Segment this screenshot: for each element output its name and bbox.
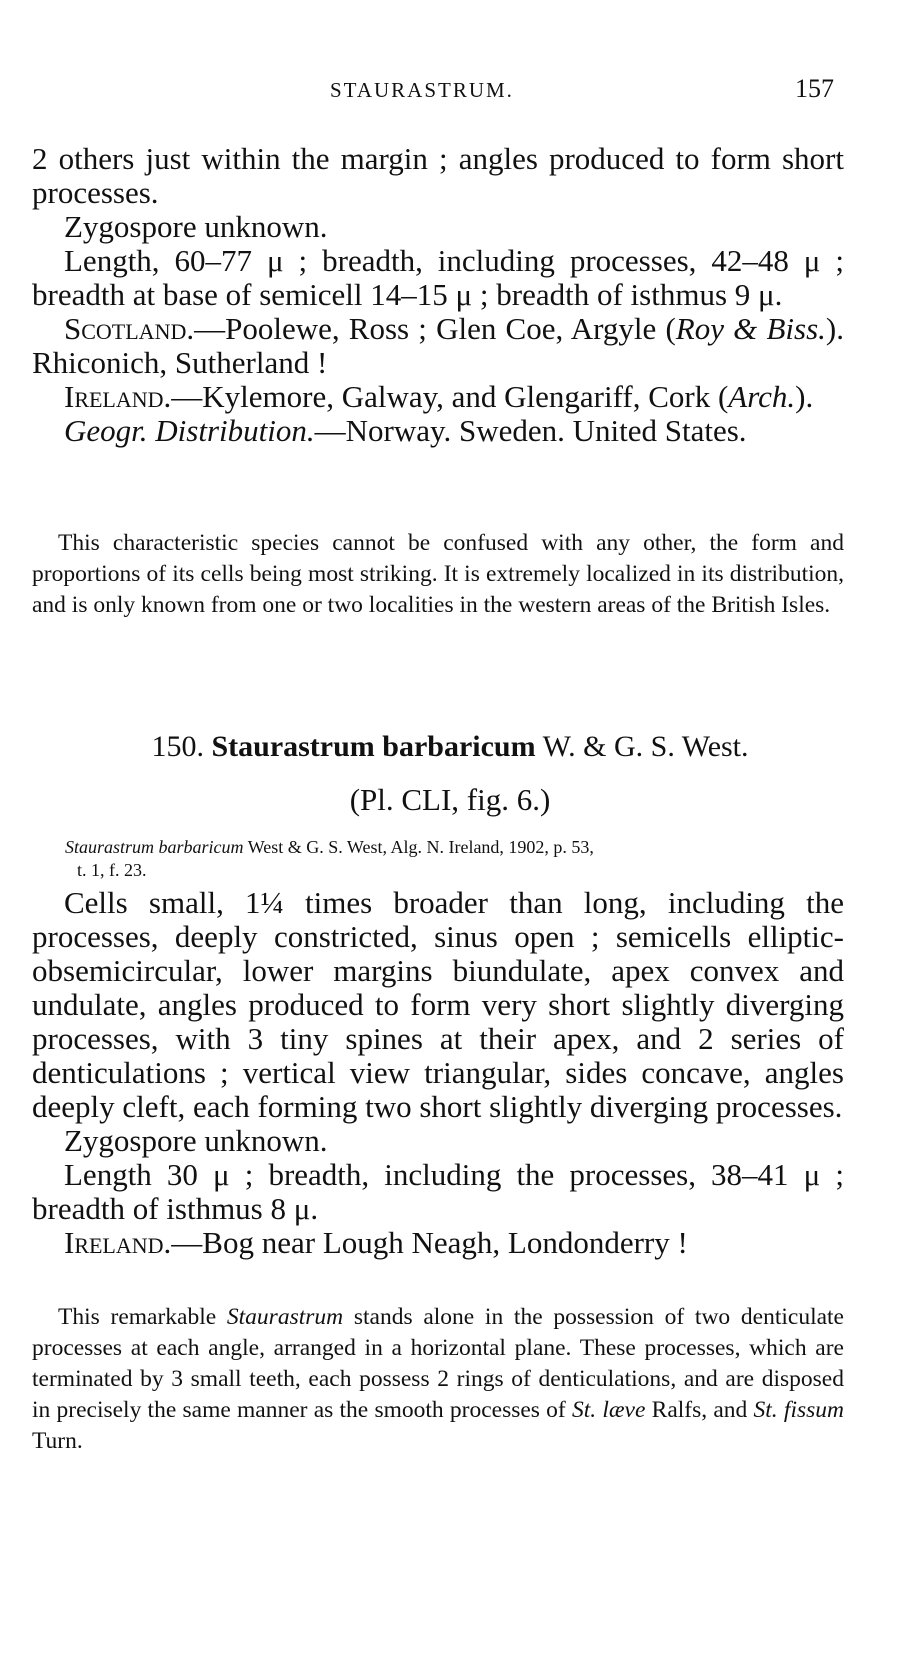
measurements: Length, 60–77 μ ; breadth, including processes, 42–48 μ ; breadth at base of semicell 14–15 μ ; breadth of isthmus 9 μ. bbox=[32, 243, 844, 312]
ireland-text: —Kylemore, Galway, and Glengariff, Cork ( bbox=[171, 379, 729, 414]
ref-line-2: t. 1, f. 23. bbox=[77, 860, 147, 880]
note-part-1: This remarkable bbox=[58, 1304, 227, 1330]
species-authority: W. & G. S. West. bbox=[542, 730, 749, 763]
species-ireland-text: —Bog near Lough Neagh, Londonderry ! bbox=[171, 1225, 688, 1260]
ref-line-1: West & G. S. West, Alg. N. Ireland, 1902, p. 53, bbox=[243, 837, 594, 857]
geogr-text: —Norway. Sweden. United States. bbox=[314, 413, 747, 448]
literature-reference bbox=[65, 836, 845, 882]
scotland-localities bbox=[32, 312, 844, 380]
note-part-3: Ralfs, and bbox=[645, 1397, 754, 1423]
species-ireland-locality bbox=[32, 1226, 844, 1260]
species-heading bbox=[0, 730, 900, 764]
plate-reference: (Pl. CLI, fig. 6.) bbox=[349, 782, 551, 817]
species-measurements: Length 30 μ ; breadth, including the processes, 38–41 μ ; breadth of isthmus 8 μ. bbox=[32, 1157, 844, 1226]
note-part-4: Turn. bbox=[32, 1428, 83, 1454]
species-note-text bbox=[32, 1302, 844, 1457]
note-species-2: St. fissum bbox=[753, 1397, 844, 1423]
geographic-distribution bbox=[32, 414, 844, 448]
species-note bbox=[32, 1302, 844, 1457]
scotland-label: Scotland. bbox=[64, 311, 195, 346]
species-ireland-label: Ireland. bbox=[64, 1225, 172, 1260]
previous-species-note bbox=[32, 528, 844, 621]
species-name: Staurastrum barbaricum bbox=[211, 730, 536, 763]
ref-name: Staurastrum barbaricum bbox=[65, 837, 244, 857]
running-title: STAURASTRUM. bbox=[330, 78, 514, 102]
species-body bbox=[32, 886, 844, 1260]
note-species-1: St. læve bbox=[571, 1397, 646, 1423]
description-continuation: 2 others just within the margin ; angles produced to form short processes. bbox=[32, 141, 844, 210]
note-text: This characteristic species cannot be confused with any other, the form and proportions of its cells being most striking. It is extremely localized in its distribution, and is only known from one or two localities in the western areas of the British Isles. bbox=[32, 530, 844, 618]
ireland-localities bbox=[32, 380, 844, 414]
ireland-tail: ). bbox=[795, 379, 814, 414]
scotland-citation: Roy & Biss. bbox=[675, 311, 826, 346]
zygospore-note: Zygospore unknown. bbox=[64, 209, 328, 244]
geogr-label: Geogr. Distribution. bbox=[64, 413, 315, 448]
previous-species-section bbox=[32, 142, 844, 448]
scotland-text: —Poolewe, Ross ; Glen Coe, Argyle ( bbox=[194, 311, 676, 346]
ireland-citation: Arch. bbox=[728, 379, 796, 414]
species-description: Cells small, 1¼ times broader than long, including the processes, deeply constricted, sinus open ; semicells elliptic-obsemicircular, lower margins biundulate, apex convex and undulate, angles produced to form very short slightly diverging processes, with 3 tiny spines at their apex, and 2 series of denticulations ; vertical view triangular, sides concave, angles deeply cleft, each forming two short slightly diverging processes. bbox=[32, 885, 844, 1124]
page-number: 157 bbox=[795, 74, 834, 103]
note-part-2: stands alone in the possession of two denticulate processes at each angle, arranged in a horizontal plane. These processes, which are terminated by 3 small teeth, each possess 2 rings of denticulations, and are disposed in precisely the same manner as the smooth processes of bbox=[32, 1304, 844, 1423]
scotland-tail: ). Rhiconich, Sutherland ! bbox=[32, 311, 844, 380]
species-zygospore: Zygospore unknown. bbox=[64, 1123, 328, 1158]
note-genus: Staurastrum bbox=[226, 1304, 344, 1330]
species-number: 150. bbox=[151, 730, 204, 763]
ireland-label: Ireland. bbox=[64, 379, 172, 414]
